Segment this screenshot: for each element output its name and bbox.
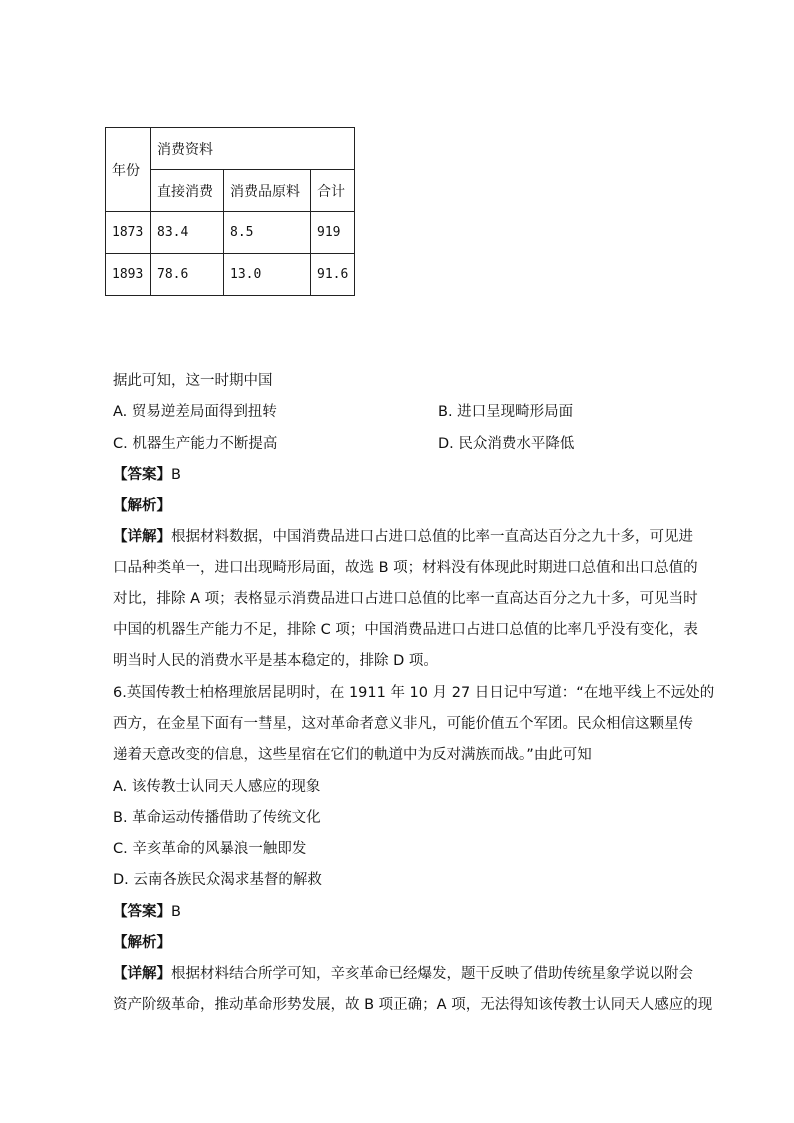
q6-answer <box>113 902 181 922</box>
answer-tag: 【答案】 <box>113 467 171 483</box>
detail-tag: 【详解】 <box>113 529 171 545</box>
table-row <box>106 212 355 254</box>
q5-detail-line: 明当时人民的消费水平是基本稳定的，排除 D 项。 <box>113 653 438 669</box>
q6-option-d: D. 云南各族民众渴求基督的解救 <box>113 872 322 888</box>
q5-detail-line <box>113 527 693 547</box>
q5-option-c: C. 机器生产能力不断提高 <box>113 436 278 452</box>
q5-detail-line: 中国的机器生产能力不足，排除 C 项；中国消费品进口占进口总值的比率几乎没有变化，表 <box>113 622 698 638</box>
table-row <box>106 254 355 296</box>
answer-value: B <box>171 904 181 920</box>
q6-stem-line: 6.英国传教士柏格理旅居昆明时，在 1911 年 10 月 27 日日记中写道：“在地平线上不远处的 <box>113 685 715 701</box>
q5-detail-line: 口品种类单一，进口出现畸形局面，故选 B 项；材料没有体现此时期进口总值和出口总值的 <box>113 560 698 576</box>
q6-option-c: C. 辛亥革命的风暴浪一触即发 <box>113 841 307 857</box>
q6-stem-line: 西方，在金星下面有一彗星，这对革命者意义非凡，可能价值五个军团。民众相信这颗星传 <box>113 716 693 732</box>
detail-text: 根据材料数据，中国消费品进口占进口总值的比率一直高达百分之九十多，可见进 <box>171 529 693 545</box>
q6-option-b: B. 革命运动传播借助了传统文化 <box>113 810 321 826</box>
raw-material-header: 消费品原料 <box>224 170 311 212</box>
direct-consumption-header: 直接消费 <box>151 170 224 212</box>
q6-stem-line: 递着天意改变的信息，这些星宿在它们的軌道中为反对满族而战。”由此可知 <box>113 747 592 763</box>
q6-option-a: A. 该传教士认同天人感应的现象 <box>113 779 321 795</box>
year-cell: 1873 <box>106 212 151 254</box>
raw-cell: 8.5 <box>224 212 311 254</box>
direct-cell: 78.6 <box>151 254 224 296</box>
year-header: 年份 <box>106 128 151 212</box>
answer-value: B <box>171 467 181 483</box>
year-cell: 1893 <box>106 254 151 296</box>
total-cell: 919 <box>311 212 355 254</box>
total-header: 合计 <box>311 170 355 212</box>
detail-text: 根据材料结合所学可知，辛亥革命已经爆发，题干反映了借助传统星象学说以附会 <box>171 966 693 982</box>
consumer-goods-header: 消费资料 <box>151 128 355 170</box>
total-cell: 91.6 <box>311 254 355 296</box>
detail-tag: 【详解】 <box>113 966 171 982</box>
answer-tag: 【答案】 <box>113 904 171 920</box>
q5-option-d: D. 民众消费水平降低 <box>438 436 575 452</box>
direct-cell: 83.4 <box>151 212 224 254</box>
q5-option-b: B. 进口呈现畸形局面 <box>438 404 574 420</box>
q6-detail-line: 资产阶级革命，推动革命形势发展，故 B 项正确；A 项，无法得知该传教士认同天人感应的现 <box>113 997 713 1013</box>
q6-analysis-tag: 【解析】 <box>113 935 171 951</box>
q5-analysis-tag: 【解析】 <box>113 498 171 514</box>
q5-detail-line: 对比，排除 A 项；表格显示消费品进口占进口总值的比率一直高达百分之九十多，可见当时 <box>113 591 698 607</box>
q5-option-a: A. 贸易逆差局面得到扭转 <box>113 404 277 420</box>
q6-detail-line <box>113 964 693 984</box>
raw-cell: 13.0 <box>224 254 311 296</box>
q5-answer <box>113 465 181 485</box>
q5-stem: 据此可知，这一时期中国 <box>113 373 273 389</box>
import-data-table <box>105 127 355 296</box>
